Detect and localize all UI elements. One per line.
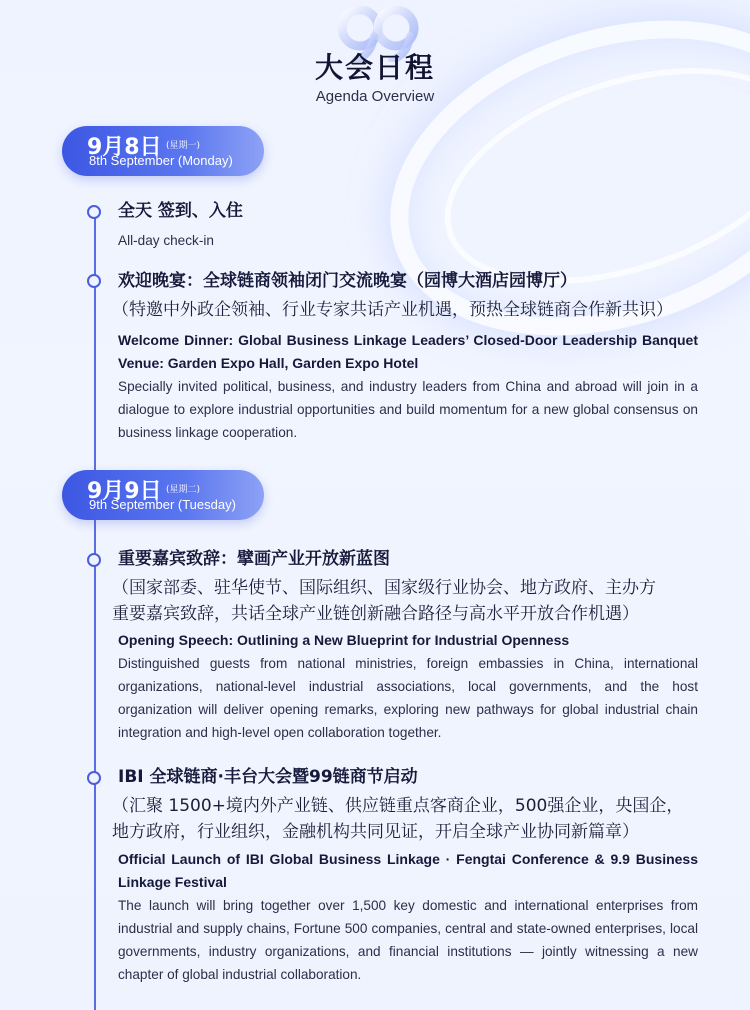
date-badge-day1 — [62, 126, 264, 176]
item-cn-subtitle-line1: （国家部委、驻华使节、国际组织、国家级行业协会、地方政府、主办方 — [112, 578, 656, 598]
timeline-line — [94, 210, 96, 1010]
item-en-title: Official Launch of IBI Global Business Linkage · Fengtai Conference & 9.9 Business Linkage Festival — [118, 851, 698, 890]
item-en-title: Opening Speech: Outlining a New Blueprint for Industrial Openness — [118, 632, 570, 648]
item-en-body: All-day check-in — [118, 233, 214, 248]
date-en: 9th September (Tuesday) — [89, 497, 236, 512]
item-en-body: Specially invited political, business, and industry leaders from China and abroad will join in a dialogue to explore industrial opportunities and build momentum for a new global consensus on business linkage cooperation. — [118, 379, 698, 440]
timeline-dot — [87, 771, 101, 785]
timeline-dot — [87, 274, 101, 288]
item-cn-title: 全天 签到、入住 — [118, 201, 243, 221]
item-cn-title: IBI 全球链商·丰台大会暨99链商节启动 — [118, 767, 418, 787]
item-en-body: The launch will bring together over 1,500 key domestic and international enterprises from industrial and supply chains, Fortune 500 companies, central and state-owned enterprises, local governments, industry organizations, and financial institutions — jointly witnessing a new chapter of global industrial collaboration. — [118, 898, 698, 982]
item-cn-subtitle-line1: （汇聚 1500+境内外产业链、供应链重点客商企业，500强企业，央国企， — [112, 796, 684, 816]
agenda-item-opening-speech — [112, 546, 698, 744]
item-en-title: Welcome Dinner: Global Business Linkage Leaders’ Closed-Door Leadership Banquet Venue: Garden Expo Hall, Garden Expo Hotel — [118, 332, 698, 371]
item-en-body: Distinguished guests from national ministries, foreign embassies in China, international organizations, national-level industrial associations, local governments, and the host organization will deliver opening remarks, exploring new pathways for global industrial chain integration and high-level open collaboration together. — [118, 656, 698, 740]
item-cn-title: 欢迎晚宴：全球链商领袖闭门交流晚宴（园博大酒店园博厅） — [118, 271, 577, 291]
item-cn-subtitle-line2: 重要嘉宾致辞，共话全球产业链创新融合路径与高水平开放合作机遇） — [112, 604, 639, 624]
item-cn-subtitle-line2: 地方政府，行业组织，金融机构共同见证，开启全球产业协同新篇章） — [112, 822, 639, 842]
item-cn-title: 重要嘉宾致辞：擘画产业开放新蓝图 — [118, 549, 390, 569]
timeline-dot — [87, 205, 101, 219]
agenda-item-launch — [112, 764, 698, 986]
weekday-cn: (星期一) — [166, 141, 201, 151]
page-title: 大会日程 — [314, 51, 435, 84]
weekday-cn: (星期二) — [166, 485, 201, 495]
item-cn-subtitle: （特邀中外政企领袖、行业专家共话产业机遇，预热全球链商合作新共识） — [112, 300, 673, 320]
date-en: 8th September (Monday) — [89, 153, 233, 168]
date-badge-day2 — [62, 470, 264, 520]
date-cn: 9月8日 — [87, 135, 162, 160]
agenda-item-welcome-dinner — [112, 268, 698, 444]
page-subtitle: Agenda Overview — [315, 88, 435, 105]
agenda-item-checkin — [118, 198, 698, 252]
timeline-dot — [87, 553, 101, 567]
date-cn: 9月9日 — [87, 479, 162, 504]
